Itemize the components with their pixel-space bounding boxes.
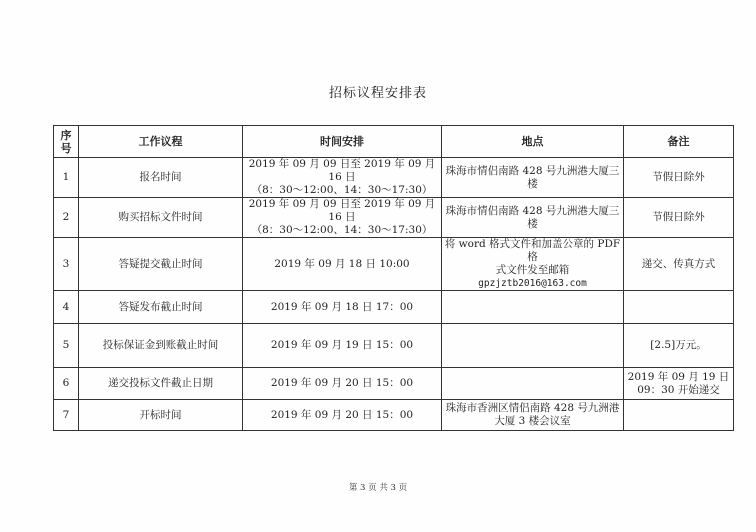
row-time-line: （8：30～12:00、14：30～17:30） (251, 224, 433, 236)
row-place-line: 楼 (527, 217, 538, 230)
row-item: 答疑发布截止时间 (79, 291, 243, 324)
row-place-line: 珠海市情侣南路 428 号九洲港大厦三 (445, 204, 620, 217)
row-seq: 7 (54, 400, 79, 431)
row-place (442, 400, 624, 431)
row-time-line: 2019 年 09 月 09 日至 2019 年 09 月 16 日 (248, 158, 436, 183)
row-seq: 2 (54, 198, 79, 238)
row-place-line: 将 word 格式文件和加盖公章的 PDF 格 (444, 238, 621, 263)
row-time: 2019 年 09 月 20 日 15：00 (243, 368, 442, 400)
row-note-line: 2019 年 09 月 19 日 (627, 370, 730, 383)
row-seq: 6 (54, 368, 79, 400)
header-place: 地点 (442, 126, 624, 158)
row-place-line: 珠海市香洲区情侣南路 428 号九洲港 (445, 402, 620, 414)
row-seq: 4 (54, 291, 79, 324)
row-time-line: 2019 年 09 月 09 日至 2019 年 09 月 16 日 (248, 198, 436, 223)
row-place (442, 238, 624, 291)
row-place (442, 324, 624, 368)
page-title: 招标议程安排表 (328, 86, 427, 101)
row-note: [2.5]万元。 (624, 324, 734, 368)
agenda-table (53, 125, 734, 431)
row-item: 报名时间 (79, 158, 243, 198)
row-time: 2019 年 09 月 18 日 10:00 (243, 238, 442, 291)
row-item: 开标时间 (79, 400, 243, 431)
row-place-line: 式文件发至邮箱 (495, 264, 570, 276)
header-seq: 序号 (54, 126, 79, 158)
row-note: 节假日除外 (624, 158, 734, 198)
row-place-line: 楼 (527, 177, 538, 190)
row-note (624, 368, 734, 400)
header-item: 工作议程 (79, 126, 243, 158)
table-row (54, 324, 734, 368)
row-time (243, 158, 442, 198)
row-item: 递交投标文件截止日期 (79, 368, 243, 400)
header-time: 时间安排 (243, 126, 442, 158)
header-note: 备注 (624, 126, 734, 158)
row-place (442, 368, 624, 400)
row-note: 递交、传真方式 (624, 238, 734, 291)
row-place (442, 158, 624, 198)
row-seq: 3 (54, 238, 79, 291)
row-place-line: 大厦 3 楼会议室 (494, 415, 571, 427)
row-seq: 5 (54, 324, 79, 368)
row-item: 答疑提交截止时间 (79, 238, 243, 291)
row-item: 投标保证金到账截止时间 (79, 324, 243, 368)
table-row (54, 238, 734, 291)
row-note: 节假日除外 (624, 198, 734, 238)
table-row (54, 400, 734, 431)
row-note-line: 09：30 开始递交 (637, 383, 720, 396)
table-header-row (54, 126, 734, 158)
row-place-line: 珠海市情侣南路 428 号九洲港大厦三 (445, 164, 620, 177)
row-time: 2019 年 09 月 18 日 17：00 (243, 291, 442, 324)
row-place (442, 291, 624, 324)
page-number-footer: 第 3 页 共 3 页 (348, 483, 408, 493)
row-time (243, 198, 442, 238)
table-row (54, 198, 734, 238)
row-seq: 1 (54, 158, 79, 198)
row-note (624, 400, 734, 431)
row-time-line: （8：30～12:00、14：30～17:30） (251, 184, 433, 196)
row-time: 2019 年 09 月 20 日 15：00 (243, 400, 442, 431)
table-row (54, 291, 734, 324)
email-address: gpzjztb2016@163.com (478, 278, 587, 289)
row-time: 2019 年 09 月 19 日 15：00 (243, 324, 442, 368)
table-row (54, 368, 734, 400)
row-item: 购买招标文件时间 (79, 198, 243, 238)
row-place (442, 198, 624, 238)
row-note (624, 291, 734, 324)
table-row (54, 158, 734, 198)
